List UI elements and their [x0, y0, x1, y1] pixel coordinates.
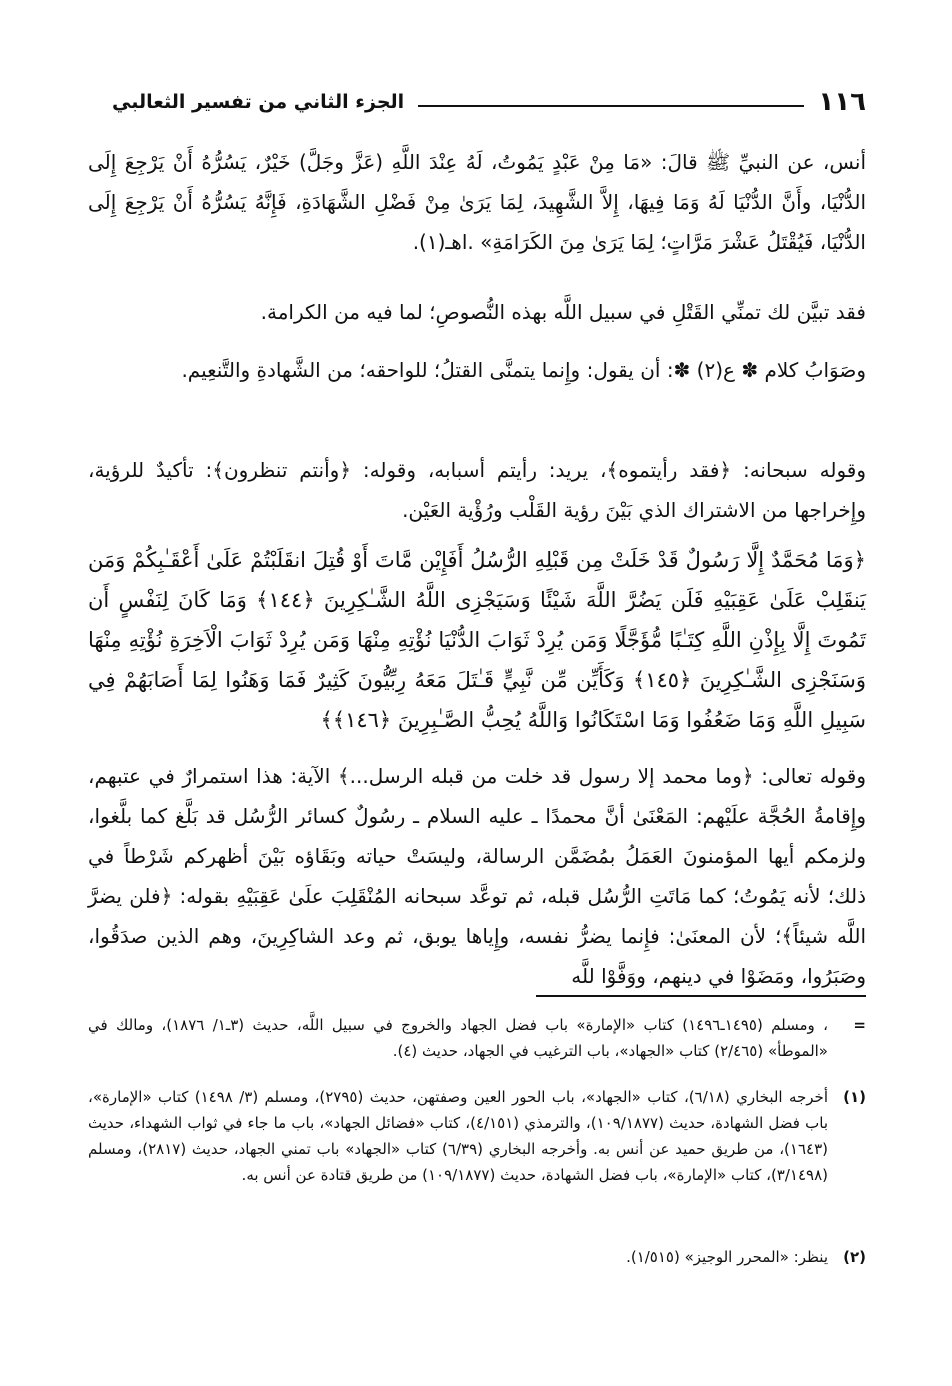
footnote-text: أخرجه البخاري (٦/١٨)، كتاب «الجهاد»، باب الحور العين وصفتهن، حديث (٢٧٩٥)، ومسلم (٣/ ١٤٩٨) كتاب «الإمارة»، باب فضل الشهادة، حديث (١٠٩/١٨٧٧)، والترمذي (٤/١٥١)، كتاب «فضائل الجهاد»، باب ما جاء في ثواب الشهداء، حديث (١٦٤٣)، من طريق حميد عن أنس به. وأخرجه البخاري (٦/٣٩) كتاب «الجهاد» باب تمني الجهاد، حديث (٢٨١٧)، ومسلم (٣/١٤٩٨)، كتاب «الإمارة»، باب فضل الشهادة، حديث (١٠٩/١٨٧٧) من طريق قتادة عن أنس به.: [88, 1088, 829, 1184]
header-rule: [418, 105, 804, 107]
page-header: [112, 82, 866, 122]
paragraph-hadith: أنس، عن النبيِّ ﷺ قالَ: «مَا مِنْ عَبْدٍ يَمُوتُ، لَهُ عِنْدَ اللَّهِ (عَزَّ وجَلَّ) خَيْرٌ، يَسُرُّهُ أَنْ يَرْجِعَ إِلَى الدُّنْيَا، وأَنَّ الدُّنْيَا لَهُ وَمَا فِيهَا، إِلاَّ الشَّهِيدَ، لِمَا يَرَىٰ مِنْ فَضْلِ الشَّهَادَةِ، فَإِنَّهُ يَسُرُّهُ أَنْ يَرْجِعَ إِلَى الدُّنْيَا، فَيُقْتَلُ عَشْرَ مَرَّاتٍ؛ لِمَا يَرَىٰ مِنَ الكَرَامَةِ» .اهـ(١).: [88, 150, 866, 254]
paragraph-commentary: وقوله سبحانه: ﴿فقد رأيتموه﴾، يريد: رأيتم أسبابه، وقوله: ﴿وأنتم تنظرون﴾: تأكيدٌ للرؤية، وإِخراجها من الاشتراك الذي بَيْنَ رؤية القَلْب ورُؤْية العَيْن.: [88, 458, 866, 522]
quran-verses: ﴿وَمَا مُحَمَّدٌ إِلَّا رَسُولٌ قَدْ خَلَتْ مِن قَبْلِهِ الرُّسُلُ أَفَإِيْن مَّاتَ أَوْ قُتِلَ انقَلَبْتُمْ عَلَىٰ أَعْقَـٰبِكُمْ وَمَن يَنقَلِبْ عَلَىٰ عَقِبَيْهِ فَلَن يَضُرَّ اللَّهَ شَيْئًا وَسَيَجْزِى اللَّهُ الشَّـٰكِرِينَ ﴿١٤٤﴾ وَمَا كَانَ لِنَفْسٍ أَن تَمُوتَ إِلَّا بِإِذْنِ اللَّهِ كِتَـٰبًا مُّؤَجَّلًا وَمَن يُرِدْ ثَوَابَ الدُّنْيَا نُؤْتِهِ مِنْهَا وَمَن يُرِدْ ثَوَابَ الْاَخِرَةِ نُؤْتِهِ مِنْهَا وَسَنَجْزِى الشَّـٰكِرِينَ ﴿١٤٥﴾ وَكَأَيِّن مِّن نَّبِيٍّ قَـٰتَلَ مَعَهُ رِبِّيُّونَ كَثِيرٌ فَمَا وَهَنُوا لِمَا أَصَابَهُمْ فِي سَبِيلِ اللَّهِ وَمَا ضَعُفُوا وَمَا اسْتَكَانُوا وَاللَّهُ يُحِبُّ الصَّـٰبِرِينَ ﴿١٤٦﴾﴾: [88, 548, 867, 732]
footnote-marker: (٢): [843, 1248, 866, 1266]
running-title: الجزء الثاني من تفسير الثعالبي: [112, 91, 405, 113]
paragraph-tafsir: وقوله تعالى: ﴿وما محمد إلا رسول قد خلت من قبله الرسل...﴾ الآية: هذا استمرارٌ في عتبهم، وإِقامةُ الحُجَّة علَيْهم: المَعْنَىٰ أنَّ محمدًا ـ عليه السلام ـ رسُولٌ كسائر الرُّسُل قد بَلَّغ كما بلَّغوا، ولزمكم أيها المؤمنونَ العَمَلُ بمُضَمَّن الرسالة، وليسَتْ حياته وبَقَاؤه بَيْنَ أظهركم شَرْطاً في ذلك؛ لأنه يَمُوتُ؛ كما مَاتَتِ الرُّسُل قبله، ثم توعَّد سبحانه المُنْقَلِبَ علَىٰ عَقِبَيْهِ بقوله: ﴿فلن يضرَّ اللَّه شيئاً﴾؛ لأن المعنَىٰ: فإِنما يضرُّ نفسه، وإِياها يوبق، ثم وعد الشاكِرِينَ، وهم الذين صدَقُوا، وصَبَرُوا، ومَضَوْا في دينهم، ووَفَّوْا للَّه: [88, 764, 866, 988]
footnote-text: ينظر: «المحرر الوجيز» (١/٥١٥).: [626, 1248, 828, 1266]
paragraph-conclusion: فقد تبيَّن لك تمنِّي القَتْلِ في سبيل اللَّه بهذه النُّصوصِ؛ لما فيه من الكرامة.: [260, 300, 866, 324]
footnote-continuation: [88, 1012, 866, 1070]
footnote-marker: (١): [843, 1088, 866, 1106]
main-text: [88, 142, 866, 988]
footnotes: [88, 1012, 866, 1274]
footnote-text: ، ومسلم (١٤٩٥ـ١٤٩٦) كتاب «الإمارة» باب فضل الجهاد والخروج في سبيل اللَّه، حديث (٣ـ١/ ١٨٧٦)، ومالك في «الموطأ» (٢/٤٦٥) كتاب «الجهاد»، باب الترغيب في الجهاد، حديث (٤).: [88, 1016, 828, 1060]
footnote-1: [88, 1084, 866, 1234]
footnote-2: [88, 1244, 866, 1274]
paragraph-correction: وصَوَابُ كلام ✽ ع(٢) ✽: أن يقول: وإِنما يتمنَّى القتلُ؛ للواحقه؛ من الشَّهادةِ والتَّنعِيم.: [181, 358, 866, 382]
page-number: ١١٦: [818, 87, 866, 117]
footnote-separator: [536, 995, 866, 997]
footnote-marker: =: [853, 1016, 866, 1034]
